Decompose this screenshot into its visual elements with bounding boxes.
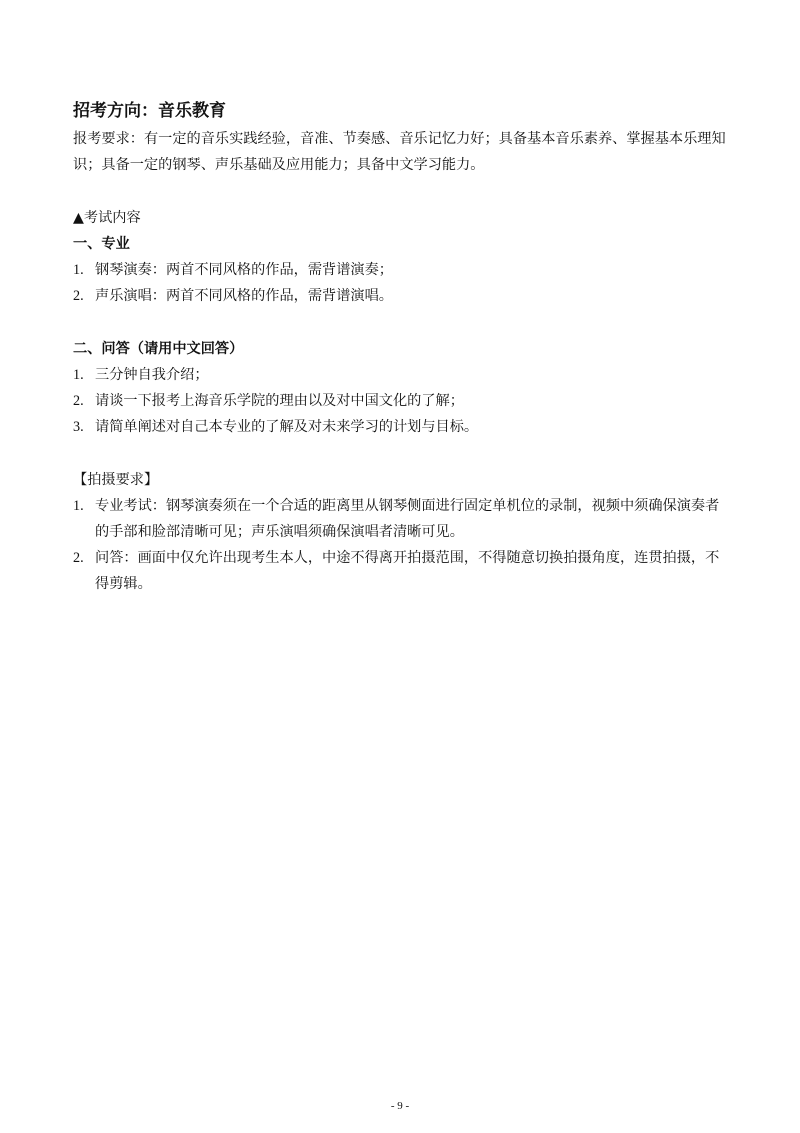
exam-content-heading: ▲考试内容 bbox=[73, 210, 141, 226]
section-qa-heading: 二、问答（请用中文回答） bbox=[73, 341, 244, 357]
list-item-number: 2. bbox=[73, 550, 84, 566]
list-item-text: 三分钟自我介绍； bbox=[95, 367, 209, 383]
page-number: - 9 - bbox=[390, 1100, 410, 1112]
list-item-text: 钢琴演奏：两首不同风格的作品，需背谱演奏； bbox=[95, 262, 393, 278]
list-item-text: 请简单阐述对自己本专业的了解及对未来学习的计划与目标。 bbox=[95, 419, 479, 435]
filming-requirements-heading: 【拍摄要求】 bbox=[73, 472, 159, 488]
list-item-number: 1. bbox=[73, 367, 84, 383]
section-major-heading: 一、专业 bbox=[73, 236, 130, 252]
spacer bbox=[73, 309, 728, 336]
spacer bbox=[73, 178, 728, 205]
list-item-text: 声乐演唱：两首不同风格的作品，需背谱演唱。 bbox=[95, 288, 393, 304]
list-item-text: 专业考试：钢琴演奏须在一个合适的距离里从钢琴侧面进行固定单机位的录制，视频中须确保演奏者的手部和脸部清晰可见；声乐演唱须确保演唱者清晰可见。 bbox=[95, 498, 720, 540]
section-qa-list bbox=[73, 362, 728, 440]
spacer bbox=[73, 440, 728, 467]
list-item bbox=[73, 493, 728, 545]
list-item bbox=[73, 362, 728, 388]
list-item-number: 1. bbox=[73, 498, 84, 514]
document-body bbox=[73, 98, 728, 597]
page-title: 招考方向：音乐教育 bbox=[73, 101, 226, 121]
list-item bbox=[73, 388, 728, 414]
list-item bbox=[73, 545, 728, 597]
list-item-text: 问答：画面中仅允许出现考生本人，中途不得离开拍摄范围，不得随意切换拍摄角度，连贯拍摄，不得剪辑。 bbox=[95, 550, 720, 592]
list-item bbox=[73, 283, 728, 309]
list-item-number: 3. bbox=[73, 419, 84, 435]
list-item-number: 2. bbox=[73, 393, 84, 409]
list-item bbox=[73, 414, 728, 440]
list-item-number: 2. bbox=[73, 288, 84, 304]
list-item-number: 1. bbox=[73, 262, 84, 278]
list-item-text: 请谈一下报考上海音乐学院的理由以及对中国文化的了解； bbox=[95, 393, 464, 409]
requirements-paragraph: 报考要求：有一定的音乐实践经验，音准、节奏感、音乐记忆力好；具备基本音乐素养、掌握基本乐理知识；具备一定的钢琴、声乐基础及应用能力；具备中文学习能力。 bbox=[73, 131, 726, 173]
filming-requirements-list bbox=[73, 493, 728, 597]
list-item bbox=[73, 257, 728, 283]
section-major-list bbox=[73, 257, 728, 309]
